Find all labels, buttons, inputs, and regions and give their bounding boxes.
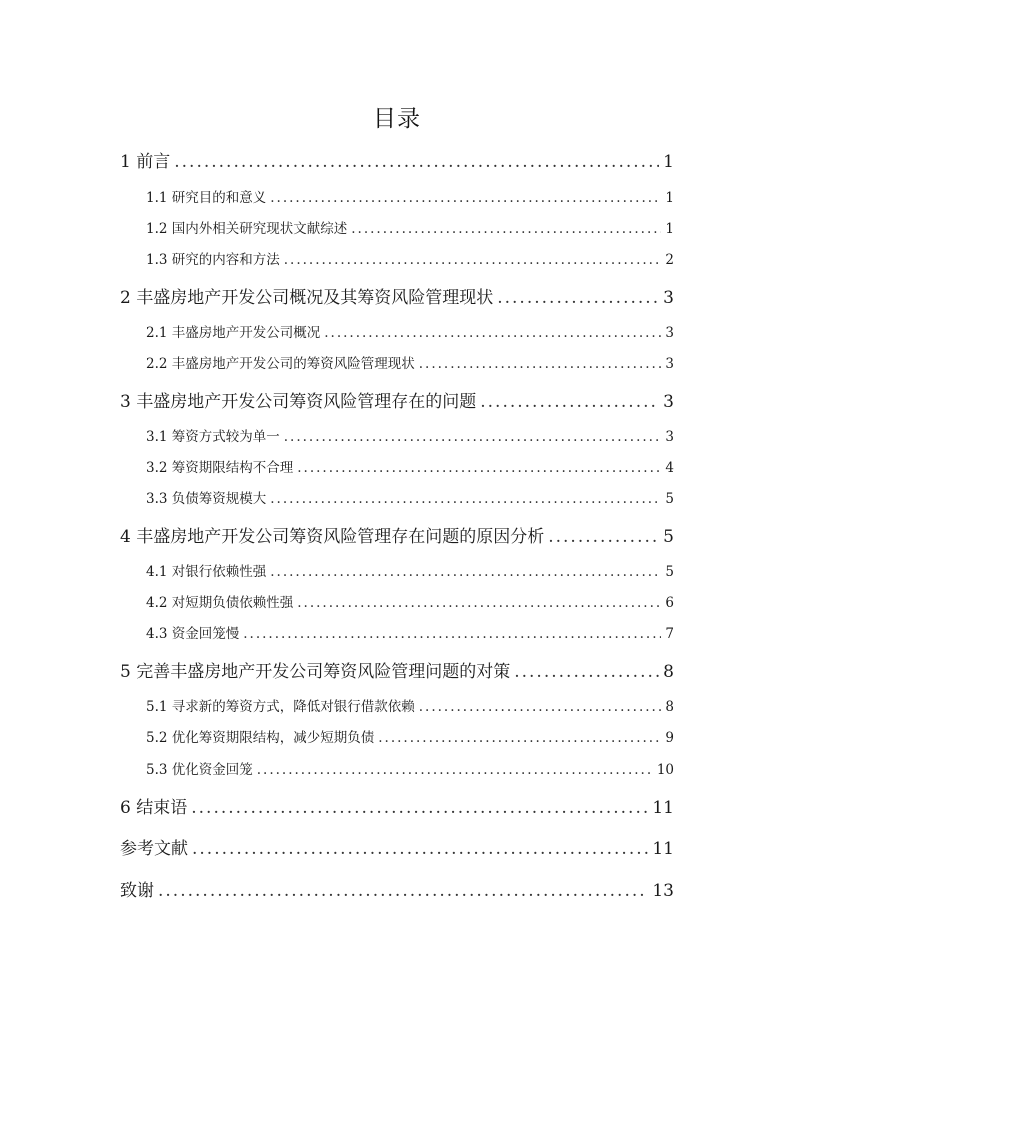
toc-entry[interactable] — [120, 387, 674, 412]
dot-leader — [174, 152, 659, 172]
toc-entry[interactable] — [120, 147, 674, 172]
dot-leader — [351, 221, 661, 237]
toc-entry[interactable] — [146, 758, 674, 778]
toc-entry-label: 1.2 国内外相关研究现状文献综述 — [146, 221, 348, 237]
toc-entry[interactable] — [120, 834, 674, 859]
toc-entry-page: 11 — [652, 839, 674, 859]
toc-entry[interactable] — [146, 695, 674, 715]
toc-entry[interactable] — [146, 217, 674, 237]
toc-entry[interactable] — [146, 186, 674, 206]
toc-entry-page: 1 — [663, 152, 674, 172]
toc-entry-page: 3 — [665, 325, 674, 341]
dot-leader — [419, 356, 662, 372]
toc-entry-page: 5 — [665, 491, 674, 507]
dot-leader — [270, 564, 661, 580]
toc-entry-page: 5 — [665, 564, 674, 580]
toc-entry-label: 1 前言 — [120, 152, 171, 172]
toc-entry-page: 1 — [665, 190, 674, 206]
toc-entry-page: 11 — [652, 798, 674, 818]
toc-entry[interactable] — [120, 522, 674, 547]
dot-leader — [324, 325, 661, 341]
toc-entry-label: 3.3 负债筹资规模大 — [146, 491, 267, 507]
toc-entry[interactable] — [146, 321, 674, 341]
toc-entry[interactable] — [146, 560, 674, 580]
dot-leader — [284, 252, 662, 268]
toc-entry-page: 10 — [656, 762, 674, 778]
dot-leader — [270, 190, 661, 206]
dot-leader — [378, 730, 661, 746]
toc-entry-label: 3.2 筹资期限结构不合理 — [146, 460, 294, 476]
toc-entry-label: 3 丰盛房地产开发公司筹资风险管理存在的问题 — [120, 392, 477, 412]
toc-entry-page: 6 — [665, 595, 674, 611]
toc-entry-label: 4 丰盛房地产开发公司筹资风险管理存在问题的原因分析 — [120, 527, 545, 547]
toc-entry-page: 1 — [665, 221, 674, 237]
toc-entry-label: 6 结束语 — [120, 798, 188, 818]
toc-entry[interactable] — [146, 726, 674, 746]
toc-title: 目录 — [373, 106, 421, 132]
toc-entry[interactable] — [146, 591, 674, 611]
dot-leader — [497, 288, 659, 308]
toc-entry[interactable] — [146, 425, 674, 445]
toc-entry-page: 3 — [663, 392, 674, 412]
toc-entry[interactable] — [146, 352, 674, 372]
toc-entry-label: 5.2 优化筹资期限结构，减少短期负债 — [146, 730, 375, 746]
toc-entry-page: 3 — [663, 288, 674, 308]
toc-entry[interactable] — [146, 622, 674, 642]
dot-leader — [297, 460, 661, 476]
dot-leader — [548, 527, 659, 547]
dot-leader — [257, 762, 653, 778]
dot-leader — [480, 392, 659, 412]
toc-entry-label: 参考文献 — [120, 839, 188, 859]
toc-entry-label: 1.1 研究目的和意义 — [146, 190, 267, 206]
dot-leader — [192, 839, 648, 859]
toc-entry-label: 2.1 丰盛房地产开发公司概况 — [146, 325, 321, 341]
toc-entry-page: 7 — [665, 626, 674, 642]
toc-entry-label: 4.2 对短期负债依赖性强 — [146, 595, 294, 611]
toc-entry[interactable] — [120, 793, 674, 818]
toc-entry[interactable] — [146, 487, 674, 507]
toc-entry-page: 8 — [665, 699, 674, 715]
toc-entry[interactable] — [146, 248, 674, 268]
toc-entry-label: 3.1 筹资方式较为单一 — [146, 429, 280, 445]
toc-entry-page: 9 — [665, 730, 674, 746]
toc-entry-page: 3 — [665, 429, 674, 445]
dot-leader — [191, 798, 648, 818]
toc-entry[interactable] — [146, 456, 674, 476]
dot-leader — [419, 699, 662, 715]
toc-entry-label: 5 完善丰盛房地产开发公司筹资风险管理问题的对策 — [120, 662, 511, 682]
toc-entry-label: 致谢 — [120, 881, 154, 901]
dot-leader — [243, 626, 661, 642]
toc-entry-page: 2 — [665, 252, 674, 268]
dot-leader — [297, 595, 661, 611]
toc-entry-label: 5.3 优化资金回笼 — [146, 762, 253, 778]
toc-entry-label: 4.1 对银行依赖性强 — [146, 564, 267, 580]
toc-entry-label: 4.3 资金回笼慢 — [146, 626, 240, 642]
toc-entry-page: 5 — [663, 527, 674, 547]
toc-entry-label: 1.3 研究的内容和方法 — [146, 252, 280, 268]
toc-entry-label: 2 丰盛房地产开发公司概况及其筹资风险管理现状 — [120, 288, 494, 308]
dot-leader — [270, 491, 661, 507]
toc-entry-label: 5.1 寻求新的筹资方式，降低对银行借款依赖 — [146, 699, 415, 715]
toc-entry-page: 4 — [665, 460, 674, 476]
toc-entry-page: 3 — [665, 356, 674, 372]
toc-entry[interactable] — [120, 657, 674, 682]
dot-leader — [158, 881, 648, 901]
toc-entry[interactable] — [120, 876, 674, 901]
dot-leader — [514, 662, 659, 682]
toc-entry-page: 13 — [652, 881, 674, 901]
toc-entry-label: 2.2 丰盛房地产开发公司的筹资风险管理现状 — [146, 356, 415, 372]
dot-leader — [284, 429, 662, 445]
toc-entry-page: 8 — [663, 662, 674, 682]
toc-entry[interactable] — [120, 283, 674, 308]
